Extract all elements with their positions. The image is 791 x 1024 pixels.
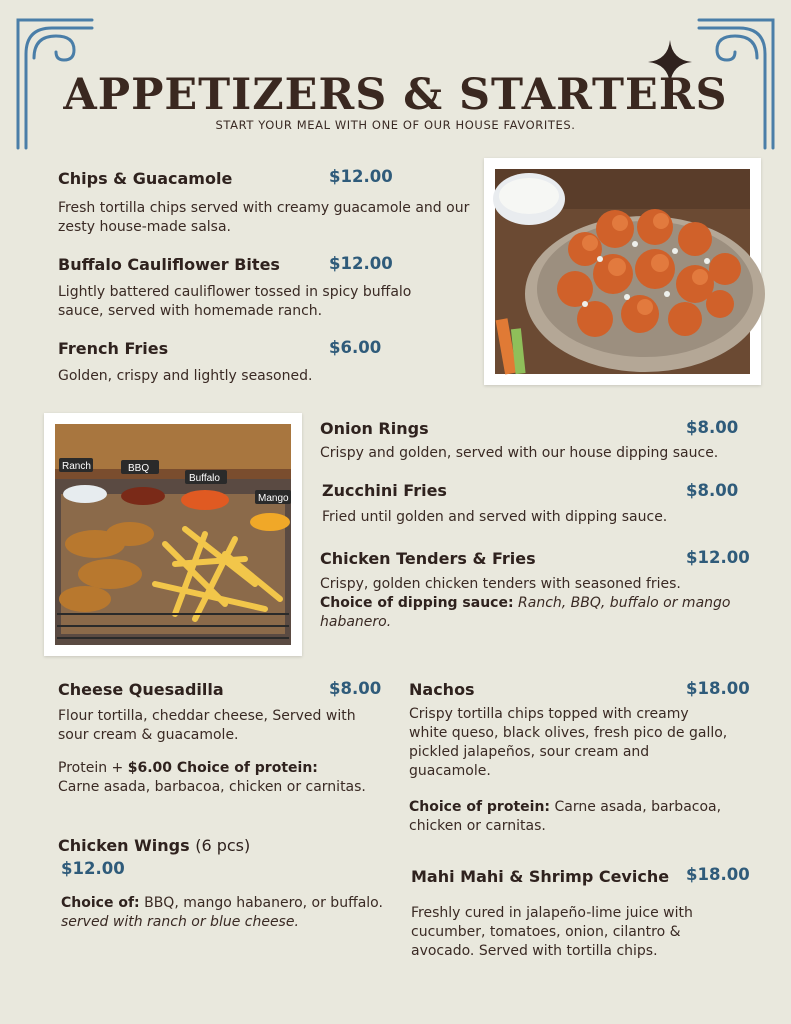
chicken-tenders-price: $12.00 xyxy=(686,548,750,567)
cauliflower-bowl-illustration xyxy=(495,169,750,374)
french-fries-price: $6.00 xyxy=(329,338,382,357)
chips-guacamole-desc: Fresh tortilla chips served with creamy guacamole and our zesty house-made salsa. xyxy=(58,200,470,235)
chips-guacamole-name: Chips & Guacamole xyxy=(58,169,233,188)
nachos-name: Nachos xyxy=(409,680,475,699)
tenders-basket-illustration xyxy=(55,424,299,645)
onion-rings-desc: Crispy and golden, served with our house dipping sauce. xyxy=(320,445,719,461)
sauce-label-mango: Mango H xyxy=(258,493,299,504)
chicken-wings-name: Chicken Wings xyxy=(58,836,190,855)
quesadilla-protein-prefix: Protein + xyxy=(58,760,124,776)
nachos-choice-label: Choice of protein: xyxy=(409,799,551,815)
zucchini-fries-price: $8.00 xyxy=(686,481,739,500)
chicken-tenders-photo xyxy=(44,413,302,656)
chicken-tenders-name: Chicken Tenders & Fries xyxy=(320,549,536,568)
ceviche-desc: Freshly cured in jalapeño-lime juice with cucumber, tomatoes, onion, cilantro & avocado. Served with tortilla chips. xyxy=(411,905,693,959)
chicken-wings-price: $12.00 xyxy=(61,859,125,878)
cheese-quesadilla-protein xyxy=(58,759,393,797)
zucchini-fries-name: Zucchini Fries xyxy=(322,481,447,500)
buffalo-cauliflower-name: Buffalo Cauliflower Bites xyxy=(58,255,280,274)
nachos-choice xyxy=(409,798,739,836)
chicken-tenders-choice-label: Choice of dipping sauce: xyxy=(320,595,514,611)
chicken-tenders-choice-text: Ranch, BBQ, buffalo or mango habanero. xyxy=(320,595,731,630)
onion-rings-name: Onion Rings xyxy=(320,419,429,438)
chips-guacamole-price: $12.00 xyxy=(329,167,393,186)
ceviche-name: Mahi Mahi & Shrimp Ceviche xyxy=(411,867,670,886)
zucchini-fries-desc: Fried until golden and served with dipping sauce. xyxy=(322,509,668,525)
quesadilla-protein-list: Carne asada, barbacoa, chicken or carnitas. xyxy=(58,779,366,795)
chicken-wings-choice-label: Choice of: xyxy=(61,895,140,911)
ceviche-price: $18.00 xyxy=(686,865,750,884)
buffalo-cauliflower-desc: Lightly battered cauliflower tossed in spicy buffalo sauce, served with homemade ranch. xyxy=(58,284,412,319)
page-title: APPETIZERS & STARTERS xyxy=(63,70,728,120)
cheese-quesadilla-price: $8.00 xyxy=(329,679,382,698)
chicken-tenders-desc xyxy=(320,575,760,632)
onion-rings-price: $8.00 xyxy=(686,418,739,437)
sauce-label-buffalo: Buffalo xyxy=(189,473,220,484)
chicken-wings-desc xyxy=(61,894,391,932)
nachos-price: $18.00 xyxy=(686,679,750,698)
buffalo-cauliflower-price: $12.00 xyxy=(329,254,393,273)
quesadilla-protein-bold: $6.00 Choice of protein: xyxy=(127,760,318,776)
page-subtitle: START YOUR MEAL WITH ONE OF OUR HOUSE FAVORITES. xyxy=(215,118,576,132)
cheese-quesadilla-name: Cheese Quesadilla xyxy=(58,680,224,699)
chicken-wings-choice-text: BBQ, mango habanero, or buffalo. xyxy=(144,895,383,911)
nachos-choice-text: Carne asada, barbacoa, chicken or carnitas. xyxy=(409,799,722,834)
french-fries-desc: Golden, crispy and lightly seasoned. xyxy=(58,368,313,384)
nachos-desc: Crispy tortilla chips topped with creamy white queso, black olives, fresh pico de gallo, pickled jalapeños, sour cream and guacamole. xyxy=(409,706,728,779)
chicken-wings-qty: (6 pcs) xyxy=(195,836,251,855)
cheese-quesadilla-desc: Flour tortilla, cheddar cheese, Served with sour cream & guacamole. xyxy=(58,708,356,743)
chicken-tenders-desc-text: Crispy, golden chicken tenders with seasoned fries. xyxy=(320,576,681,592)
buffalo-cauliflower-photo xyxy=(484,158,761,385)
french-fries-name: French Fries xyxy=(58,339,169,358)
chicken-wings-name-row xyxy=(58,836,250,855)
sauce-label-bbq: BBQ xyxy=(128,463,150,474)
chicken-wings-served: served with ranch or blue cheese. xyxy=(61,914,299,930)
sauce-label-ranch: Ranch xyxy=(62,461,91,472)
